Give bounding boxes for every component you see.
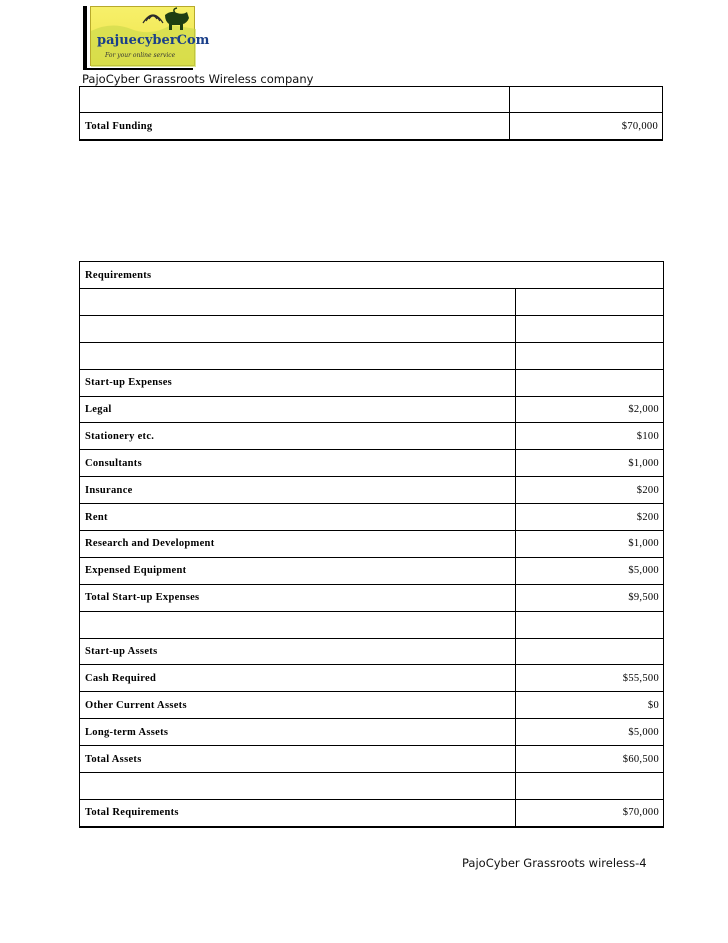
row-value: $1,000 xyxy=(516,531,664,558)
table-row xyxy=(80,450,664,477)
row-label: Total Assets xyxy=(80,746,516,773)
row-label: Total Start-up Expenses xyxy=(80,584,516,611)
table-row xyxy=(80,719,664,746)
logo-frame xyxy=(83,6,210,70)
row-value xyxy=(516,342,664,369)
logo-text: pajuecyberCom xyxy=(97,33,210,48)
table-row xyxy=(80,799,664,826)
table-row xyxy=(80,262,664,289)
row-label: Cash Required xyxy=(80,665,516,692)
table-row xyxy=(80,289,664,316)
page-footer: PajoCyber Grassroots wireless-4 xyxy=(462,856,647,870)
row-value: $100 xyxy=(516,423,664,450)
table-row xyxy=(80,746,664,773)
row-value: $5,000 xyxy=(516,557,664,584)
row-value xyxy=(510,87,663,113)
total-funding-value: $70,000 xyxy=(510,113,663,141)
table-row xyxy=(80,531,664,558)
row-label: Expensed Equipment xyxy=(80,557,516,584)
row-label xyxy=(80,315,516,342)
table-row xyxy=(80,584,664,611)
row-label: Start-up Expenses xyxy=(80,369,516,396)
table-row xyxy=(80,665,664,692)
table-row xyxy=(80,113,663,141)
table-row xyxy=(80,638,664,665)
row-value: $0 xyxy=(516,692,664,719)
requirements-table xyxy=(79,261,664,828)
table-row xyxy=(80,773,664,800)
table-row xyxy=(80,315,664,342)
row-value xyxy=(516,289,664,316)
requirements-title: Requirements xyxy=(80,262,664,289)
funding-table xyxy=(79,86,663,141)
row-value: $5,000 xyxy=(516,719,664,746)
row-value: $1,000 xyxy=(516,450,664,477)
table-row xyxy=(80,477,664,504)
row-label xyxy=(80,87,510,113)
table-row xyxy=(80,396,664,423)
row-value: $55,500 xyxy=(516,665,664,692)
row-label: Rent xyxy=(80,504,516,531)
table-row xyxy=(80,611,664,638)
total-funding-label: Total Funding xyxy=(80,113,510,141)
table-row xyxy=(80,423,664,450)
row-label: Research and Development xyxy=(80,531,516,558)
row-label: Start-up Assets xyxy=(80,638,516,665)
row-value: $60,500 xyxy=(516,746,664,773)
row-label: Legal xyxy=(80,396,516,423)
table-row xyxy=(80,557,664,584)
table-row xyxy=(80,87,663,113)
row-label xyxy=(80,773,516,800)
table-row xyxy=(80,342,664,369)
row-label: Consultants xyxy=(80,450,516,477)
table-row xyxy=(80,504,664,531)
row-label xyxy=(80,611,516,638)
row-value xyxy=(516,638,664,665)
row-value: $200 xyxy=(516,504,664,531)
total-requirements-label: Total Requirements xyxy=(80,799,516,826)
table-row xyxy=(80,369,664,396)
row-value xyxy=(516,369,664,396)
total-requirements-value: $70,000 xyxy=(516,799,664,826)
table-row xyxy=(80,692,664,719)
row-value: $9,500 xyxy=(516,584,664,611)
row-value xyxy=(516,315,664,342)
row-value xyxy=(516,773,664,800)
row-value xyxy=(516,611,664,638)
logo-tagline: For your online service xyxy=(105,52,176,59)
row-label xyxy=(80,289,516,316)
row-label: Insurance xyxy=(80,477,516,504)
company-logo xyxy=(90,6,210,66)
row-value: $200 xyxy=(516,477,664,504)
company-name: PajoCyber Grassroots Wireless company xyxy=(82,72,314,86)
row-value: $2,000 xyxy=(516,396,664,423)
row-label: Stationery etc. xyxy=(80,423,516,450)
row-label xyxy=(80,342,516,369)
row-label: Other Current Assets xyxy=(80,692,516,719)
row-label: Long-term Assets xyxy=(80,719,516,746)
